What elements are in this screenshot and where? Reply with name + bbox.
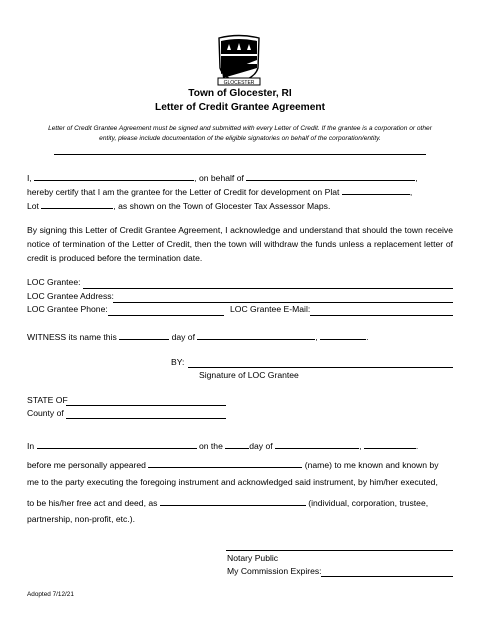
lot-label: Lot xyxy=(27,201,39,211)
intro-divider-line xyxy=(54,154,426,155)
certify-line-1 xyxy=(27,171,418,184)
plat-label: hereby certify that I am the grantee for the Letter of Credit for development on Plat xyxy=(27,187,340,197)
notary-line-5: partnership, non-profit, etc.). xyxy=(27,514,135,524)
loc-address-label: LOC Grantee Address: xyxy=(27,291,114,301)
loc-email-field[interactable] xyxy=(310,315,453,316)
tax-maps-text: , as shown on the Town of Glocester Tax Assessor Maps. xyxy=(113,201,331,211)
notary-day-of-label: day of xyxy=(249,441,273,451)
county-field[interactable] xyxy=(66,418,226,419)
plat-comma: , xyxy=(409,187,413,197)
appeared-name-field[interactable] xyxy=(148,458,302,468)
signature-field[interactable] xyxy=(188,367,453,368)
notary-line-3: me to the party executing the foregoing instrument and acknowledged said instrument, by him/her executed, xyxy=(27,477,438,487)
on-behalf-of-label: , on behalf of xyxy=(194,173,244,183)
notary-place-field[interactable] xyxy=(37,439,197,449)
loc-phone-field[interactable] xyxy=(108,315,224,316)
certify-i-label: I, xyxy=(27,173,32,183)
state-of-label: STATE OF xyxy=(27,395,68,405)
loc-phone-row xyxy=(27,304,108,315)
known-by-label: (name) to me known and known by xyxy=(304,460,439,470)
county-of-label: County of xyxy=(27,408,64,418)
acknowledgement-paragraph: By signing this Letter of Credit Grantee Agreement, I acknowledge and understand that should the town receive notice of termination of the Letter of Credit, then the town will withdraw the funds unless a replacement letter of credit is produced before the termination date. xyxy=(27,225,453,263)
intro-line-1: Letter of Credit Grantee Agreement must be signed and submitted with every Letter of Credit. If the grantee is a corporation or other xyxy=(48,125,432,132)
loc-address-row xyxy=(27,291,114,302)
loc-grantee-field[interactable] xyxy=(83,288,453,289)
witness-year-field[interactable] xyxy=(320,330,369,342)
document-title: Letter of Credit Grantee Agreement xyxy=(154,102,325,113)
witness-period: . xyxy=(366,332,369,342)
appeared-label: before me personally appeared xyxy=(27,460,146,470)
certify-line-3 xyxy=(27,199,330,212)
notary-month-field[interactable] xyxy=(275,439,362,451)
adopted-date: Adopted 7/12/21 xyxy=(27,591,74,598)
town-title: Town of Glocester, RI xyxy=(188,88,292,99)
grantee-name-field[interactable] xyxy=(34,171,194,181)
witness-line xyxy=(27,330,369,343)
certify-comma: , xyxy=(415,173,418,183)
notary-line-4 xyxy=(27,496,428,509)
commission-expires-label: My Commission Expires: xyxy=(227,566,322,576)
witness-comma: , xyxy=(315,332,318,342)
notary-in-label: In xyxy=(27,441,35,451)
notary-comma: , xyxy=(359,441,362,451)
plat-field[interactable] xyxy=(342,185,413,197)
notary-day-field[interactable] xyxy=(225,439,249,449)
commission-expires-field[interactable] xyxy=(321,576,453,577)
notary-line-1 xyxy=(27,439,418,452)
loc-grantee-row xyxy=(27,277,81,288)
signature-caption: Signature of LOC Grantee xyxy=(199,370,299,380)
notary-period: . xyxy=(415,441,419,451)
on-behalf-of-field[interactable] xyxy=(246,171,418,183)
loc-email-row xyxy=(230,304,310,315)
witness-day-of-label: day of xyxy=(171,332,195,342)
notary-signature-field[interactable] xyxy=(226,550,453,551)
notary-year-field[interactable] xyxy=(364,439,419,451)
witness-label: WITNESS its name this xyxy=(27,332,117,342)
free-act-label: to be his/her free act and deed, as xyxy=(27,498,158,508)
capacity-options-label: (individual, corporation, trustee, xyxy=(308,498,429,508)
loc-address-field[interactable] xyxy=(113,302,453,303)
seal-logo-text: GLOCESTER xyxy=(223,79,255,86)
loc-phone-label: LOC Grantee Phone: xyxy=(27,304,108,314)
by-label: BY: xyxy=(171,357,185,367)
notary-public-label: Notary Public xyxy=(227,553,279,563)
notary-on-the-label: on the xyxy=(198,441,223,451)
certify-line-2 xyxy=(27,185,412,198)
state-field[interactable] xyxy=(66,405,226,406)
loc-email-label: LOC Grantee E-Mail: xyxy=(230,304,311,314)
intro-line-2: entity, please include documentation of the eligible signatories on behalf of the corporation/entity. xyxy=(99,135,381,142)
town-seal-logo xyxy=(215,34,263,86)
notary-line-2 xyxy=(27,458,439,471)
loc-grantee-label: LOC Grantee: xyxy=(27,277,81,287)
lot-field[interactable] xyxy=(41,199,113,209)
witness-month-field[interactable] xyxy=(197,330,318,342)
witness-day-field[interactable] xyxy=(119,330,169,340)
capacity-field[interactable] xyxy=(160,496,306,506)
